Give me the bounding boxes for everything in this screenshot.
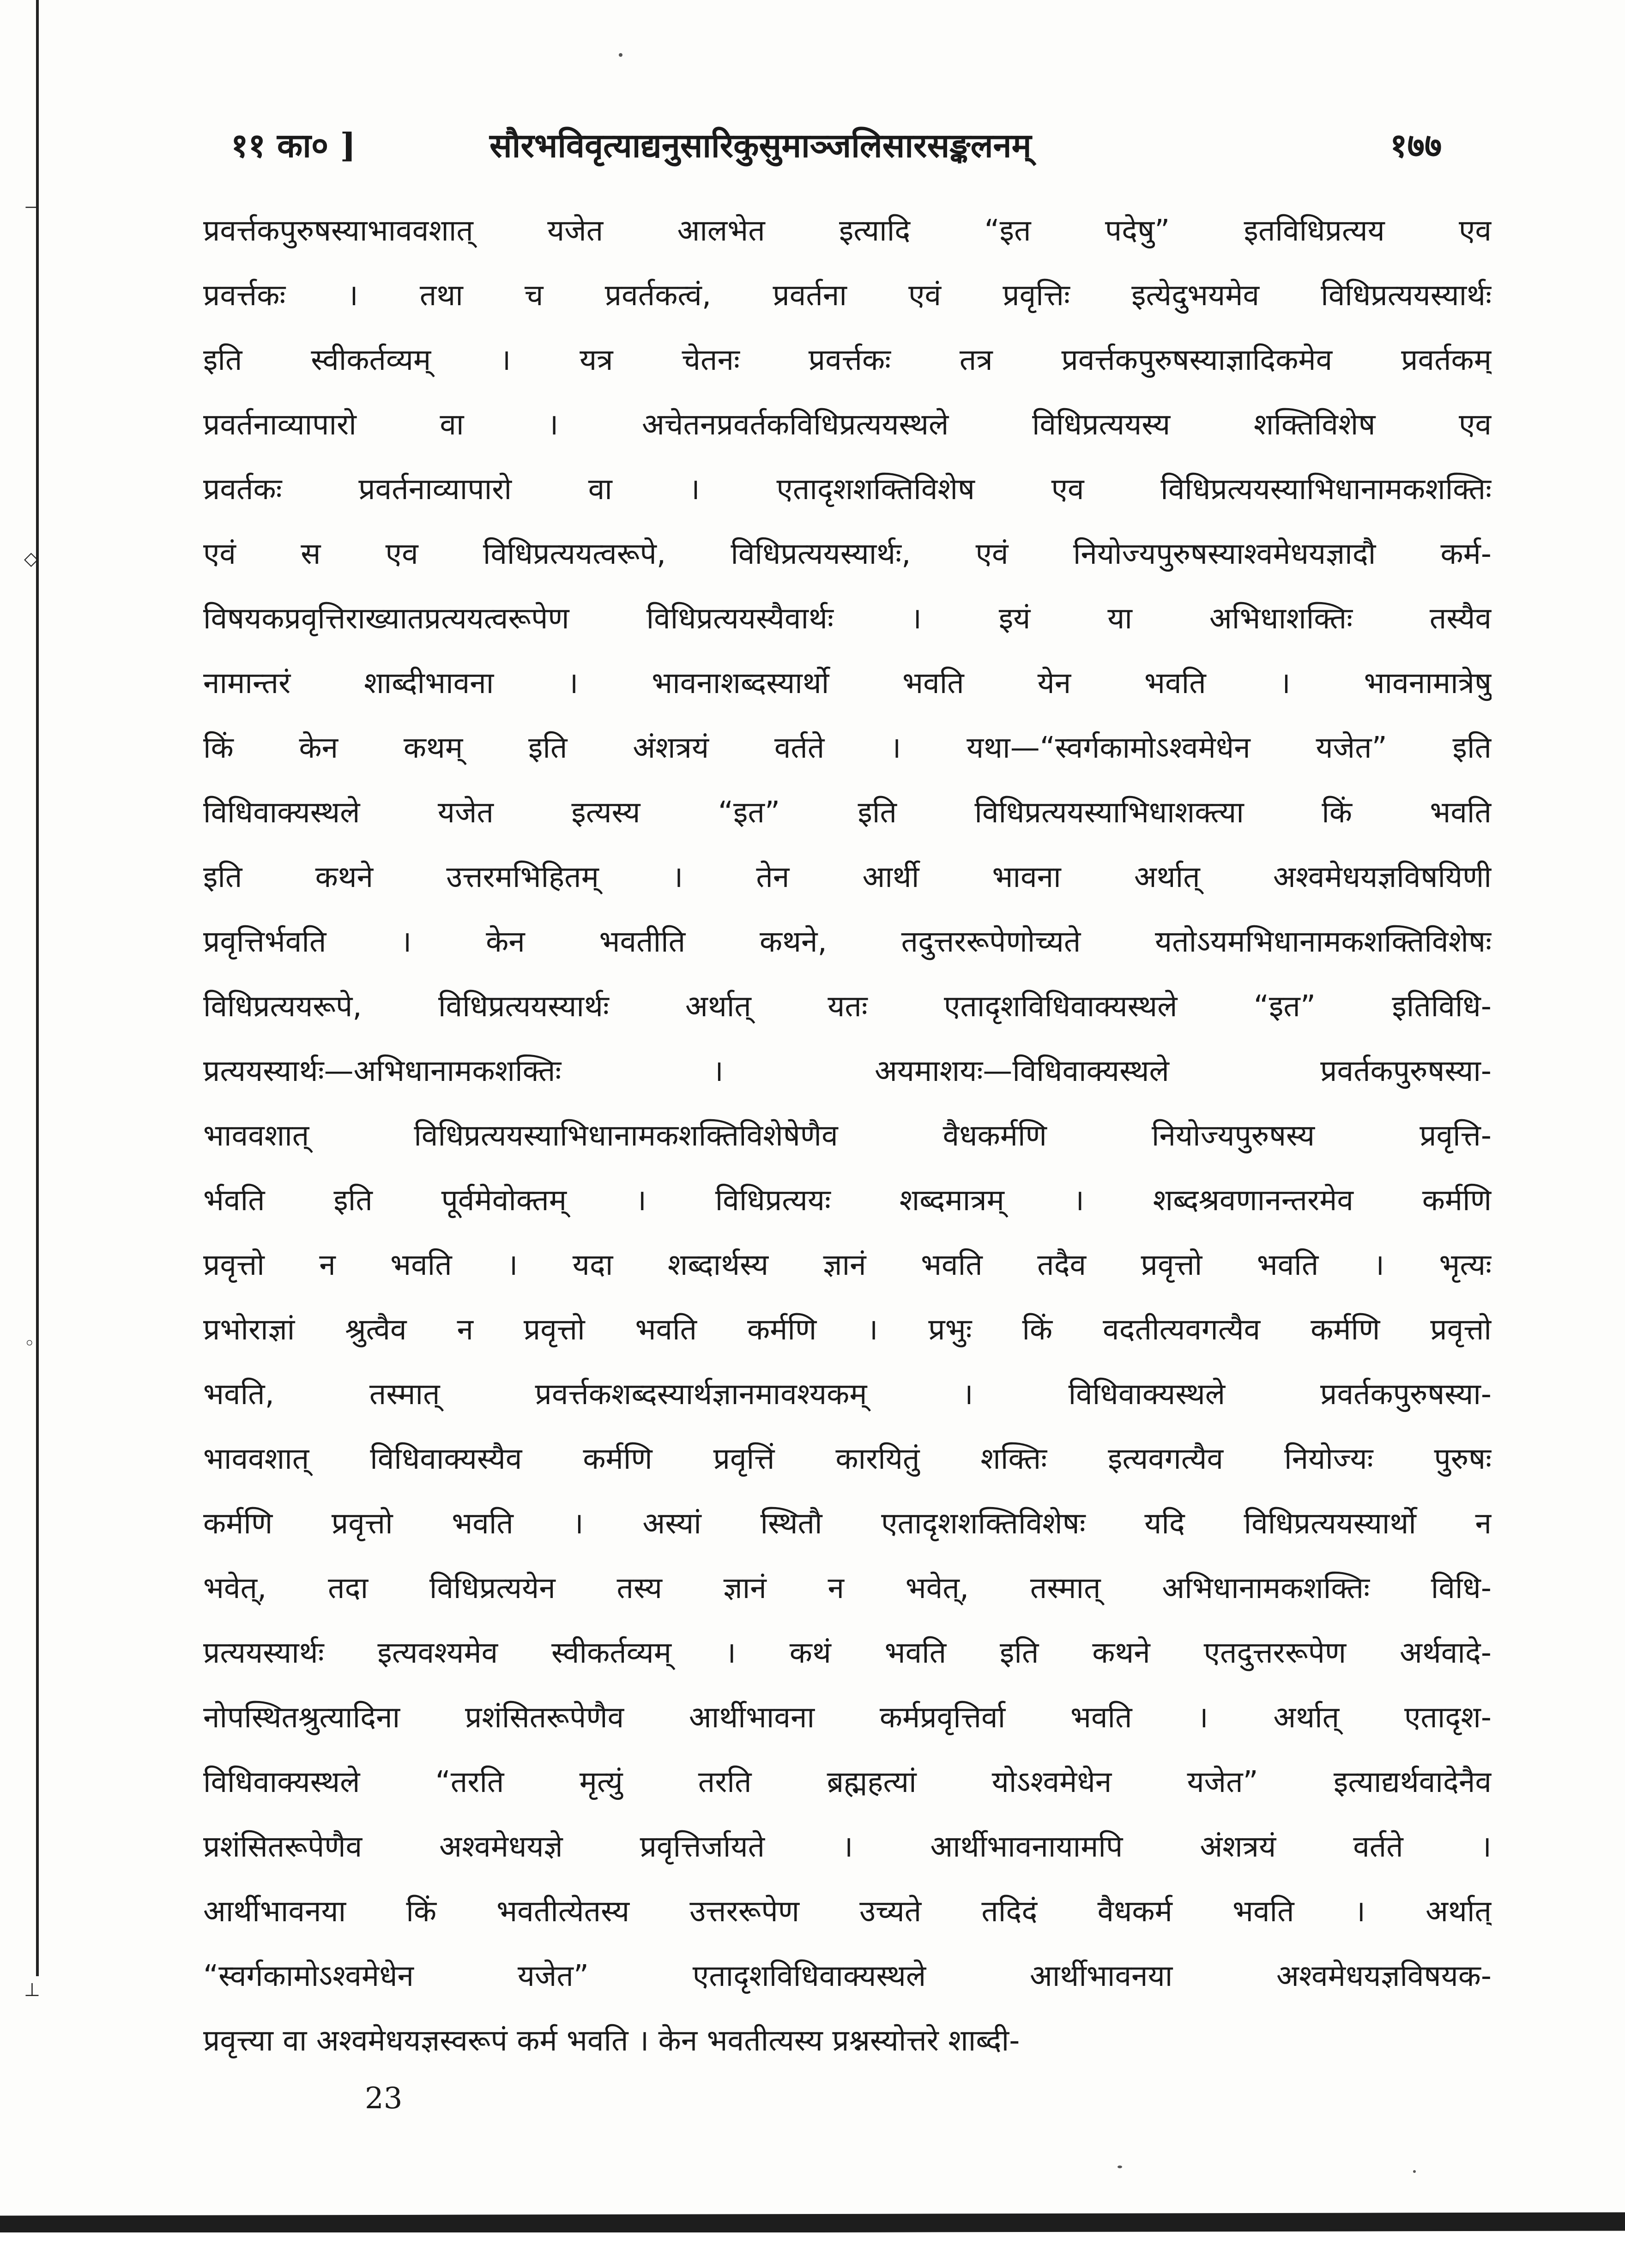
- binding-mark: ◦: [24, 1333, 35, 1354]
- header-page-number: १७७: [1390, 126, 1442, 165]
- text-line: प्रत्ययस्यार्थः इत्यवश्यमेव स्वीकर्तव्यम् । कथं भवति इति कथने एतदुत्तररूपेण अर्थवादे-: [203, 1636, 1492, 1670]
- paper-speck: [1413, 2170, 1416, 2173]
- text-line: विधिप्रत्ययरूपे, विधिप्रत्ययस्यार्थः अर्थात् यतः एतादृशविधिवाक्यस्थले “इत” इतिविधि-: [203, 989, 1492, 1024]
- text-line: आर्थीभावनया किं भवतीत्येतस्य उत्तररूपेण उच्यते तदिदं वैधकर्म भवति । अर्थात्: [203, 1894, 1492, 1929]
- text-line: प्रवृत्त्या वा अश्वमेधयज्ञस्वरूपं कर्म भवति । केन भवतीत्यस्य प्रश्नस्योत्तरे शाब्दी-: [203, 2024, 1020, 2058]
- text-line: इति स्वीकर्तव्यम् । यत्र चेतनः प्रवर्त्तकः तत्र प्रवर्त्तकपुरुषस्याज्ञादिकमेव प्रवर्तकम्: [203, 343, 1492, 377]
- running-header: [203, 118, 1496, 173]
- text-line: भाववशात् विधिप्रत्ययस्याभिधानामकशक्तिविशेषेणैव वैधकर्मणि नियोज्यपुरुषस्य प्रवृत्ति-: [203, 1119, 1492, 1153]
- body-text: [203, 199, 1492, 2073]
- text-line: विषयकप्रवृत्तिराख्यातप्रत्ययत्वरूपेण विधिप्रत्ययस्यैवार्थः । इयं या अभिधाशक्तिः तस्यैव: [203, 602, 1492, 636]
- text-line: प्रवर्तकः प्रवर्तनाव्यापारो वा । एतादृशशक्तिविशेष एव विधिप्रत्ययस्याभिधानामकशक्तिः: [203, 472, 1492, 507]
- text-line: प्रवृत्तो न भवति । यदा शब्दार्थस्य ज्ञानं भवति तदैव प्रवृत्तो भवति । भृत्यः: [203, 1248, 1492, 1282]
- binding-mark: ⊥: [24, 1979, 40, 2001]
- text-line: भवेत्, तदा विधिप्रत्ययेन तस्य ज्ञानं न भवेत्, तस्मात् अभिधानामकशक्तिः विधि-: [203, 1571, 1492, 1605]
- text-line: नामान्तरं शाब्दीभावना । भावनाशब्दस्यार्थो भवति येन भवति । भावनामात्रेषु: [203, 666, 1492, 700]
- binding-mark: ⊣: [24, 197, 40, 218]
- paper-speck: [1118, 2165, 1122, 2168]
- text-line: भवति, तस्मात् प्रवर्त्तकशब्दस्यार्थज्ञानमावश्यकम् । विधिवाक्यस्थले प्रवर्तकपुरुषस्या-: [203, 1377, 1492, 1411]
- header-title: सौरभविवृत्याद्यनुसारिकुसुमाञ्जलिसारसङ्कलनम्: [489, 126, 1032, 165]
- page-bottom-edge: [0, 2212, 1625, 2234]
- text-line: किं केन कथम् इति अंशत्रयं वर्तते । यथा—“स्वर्गकामोऽश्वमेधेन यजेत” इति: [203, 731, 1492, 765]
- text-line: प्रशंसितरूपेणैव अश्वमेधयज्ञे प्रवृत्तिर्जायते । आर्थीभावनायामपि अंशत्रयं वर्तते ।: [203, 1830, 1492, 1864]
- text-line: प्रवर्त्तकः । तथा च प्रवर्तकत्वं, प्रवर्तना एवं प्रवृत्तिः इत्येदुभयमेव विधिप्रत्ययस्यार्थः: [203, 278, 1492, 313]
- text-line: र्भवति इति पूर्वमेवोक्तम् । विधिप्रत्ययः शब्दमात्रम् । शब्दश्रवणानन्तरमेव कर्मणि: [203, 1183, 1492, 1218]
- text-line: प्रवर्त्तकपुरुषस्याभाववशात् यजेत आलभेत इत्यादि “इत पदेषु” इतविधिप्रत्यय एव: [203, 214, 1492, 248]
- footer-folio: 23: [365, 2081, 403, 2116]
- binding-rule: [36, 0, 39, 1976]
- text-line: एवं स एव विधिप्रत्ययत्वरूपे, विधिप्रत्ययस्यार्थः, एवं नियोज्यपुरुषस्याश्वमेधयज्ञादौ कर्म-: [203, 537, 1492, 571]
- header-section-label: ११ का० ]: [231, 126, 356, 165]
- text-line: प्रभोराज्ञां श्रुत्वैव न प्रवृत्तो भवति कर्मणि । प्रभुः किं वदतीत्यवगत्यैव कर्मणि प्रवृत्तो: [203, 1313, 1492, 1347]
- text-line: विधिवाक्यस्थले यजेत इत्यस्य “इत” इति विधिप्रत्ययस्याभिधाशक्त्या किं भवति: [203, 796, 1492, 830]
- text-line: प्रत्ययस्यार्थः—अभिधानामकशक्तिः । अयमाशयः—विधिवाक्यस्थले प्रवर्तकपुरुषस्या-: [203, 1054, 1492, 1088]
- paper-speck: [619, 53, 622, 57]
- text-line: भाववशात् विधिवाक्यस्यैव कर्मणि प्रवृत्तिं कारयितुं शक्तिः इत्यवगत्यैव नियोज्यः पुरुषः: [203, 1442, 1492, 1476]
- text-line: विधिवाक्यस्थले “तरति मृत्युं तरति ब्रह्महत्यां योऽश्वमेधेन यजेत” इत्याद्यर्थवादेनैव: [203, 1765, 1492, 1799]
- text-line: “स्वर्गकामोऽश्वमेधेन यजेत” एतादृशविधिवाक्यस्थले आर्थीभावनया अश्वमेधयज्ञविषयक-: [203, 1959, 1492, 1993]
- text-line: नोपस्थितश्रुत्यादिना प्रशंसितरूपेणैव आर्थीभावना कर्मप्रवृत्तिर्वा भवति । अर्थात् एतादृश-: [203, 1701, 1492, 1735]
- text-line: इति कथने उत्तरमभिहितम् । तेन आर्थी भावना अर्थात् अश्वमेधयज्ञविषयिणी: [203, 860, 1492, 894]
- text-line: कर्मणि प्रवृत्तो भवति । अस्यां स्थितौ एतादृशशक्तिविशेषः यदि विधिप्रत्ययस्यार्थो न: [203, 1507, 1492, 1541]
- binding-mark: ◇: [24, 548, 38, 569]
- text-line: प्रवृत्तिर्भवति । केन भवतीति कथने, तदुत्तररूपेणोच्यते यतोऽयमभिधानामकशक्तिविशेषः: [203, 925, 1492, 959]
- text-line: प्रवर्तनाव्यापारो वा । अचेतनप्रवर्तकविधिप्रत्ययस्थले विधिप्रत्ययस्य शक्तिविशेष एव: [203, 408, 1492, 442]
- page-margin: [0, 2232, 1625, 2268]
